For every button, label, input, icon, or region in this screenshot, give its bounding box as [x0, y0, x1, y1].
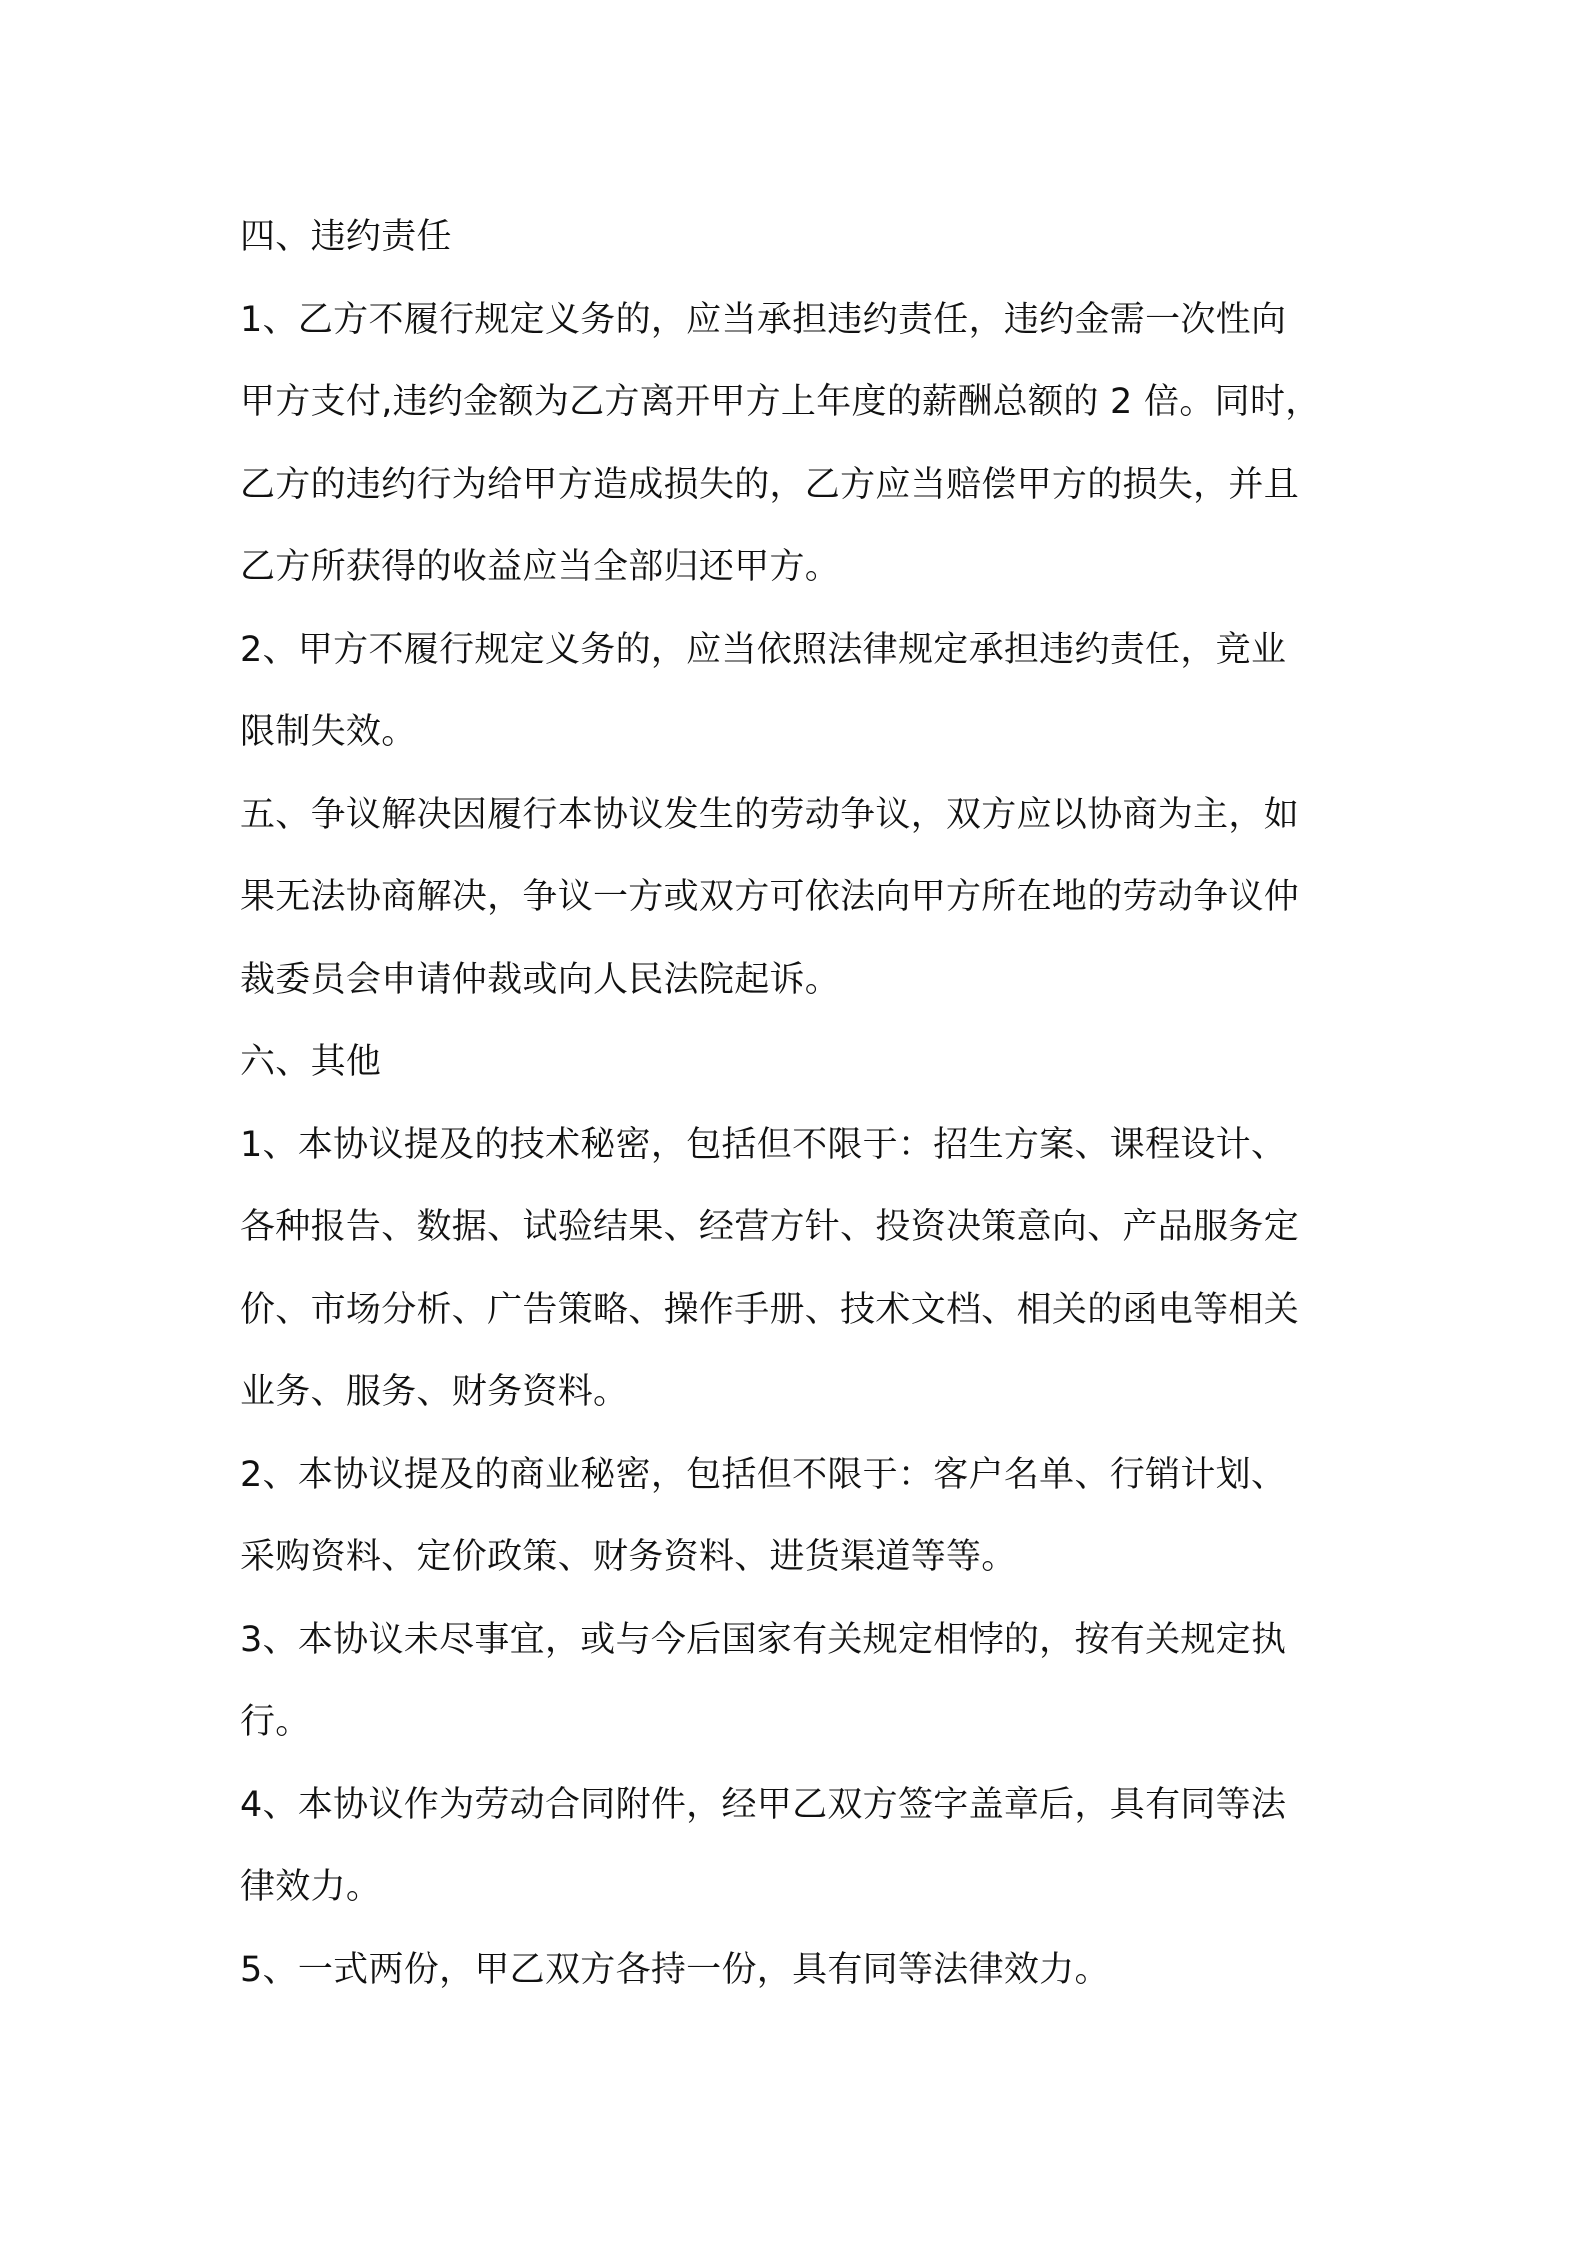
clause-6-4: 4、本协议作为劳动合同附件，经甲乙双方签字盖章后，具有同等法 律效力。: [240, 1784, 1287, 1907]
clause-6-5: 5、一式两份，甲乙双方各持一份，具有同等法律效力。: [240, 1949, 1110, 1990]
document-body: [240, 196, 1360, 2011]
section-dispute-resolution: 五、争议解决因履行本协议发生的劳动争议，双方应以协商为主，如 果无法协商解决，争议一方或双方可依法向甲方所在地的劳动争议仲 裁委员会申请仲裁或向人民法院起诉。: [240, 794, 1300, 1000]
clause-4-1: 1、乙方不履行规定义务的，应当承担违约责任，违约金需一次性向 甲方支付,违约金额为乙方离开甲方上年度的薪酬总额的 2 倍。同时， 乙方的违约行为给甲方造成损失的，乙方应当赔偿甲方的损失，并且 乙方所获得的收益应当全部归还甲方。: [240, 299, 1321, 587]
clause-6-1: 1、本协议提及的技术秘密，包括但不限于：招生方案、课程设计、 各种报告、数据、试验结果、经营方针、投资决策意向、产品服务定 价、市场分析、广告策略、操作手册、技术文档、相关的函电等相关 业务、服务、财务资料。: [240, 1124, 1300, 1412]
clause-4-2: 2、甲方不履行规定义务的，应当依照法律规定承担违约责任，竞业 限制失效。: [240, 629, 1287, 752]
section-heading-breach-liability: 四、违约责任: [240, 217, 452, 257]
clause-6-2: 2、本协议提及的商业秘密，包括但不限于：客户名单、行销计划、 采购资料、定价政策、财务资料、进货渠道等等。: [240, 1454, 1287, 1577]
clause-6-3: 3、本协议未尽事宜，或与今后国家有关规定相悖的，按有关规定执 行。: [240, 1619, 1287, 1742]
section-heading-other: 六、其他: [240, 1042, 382, 1082]
